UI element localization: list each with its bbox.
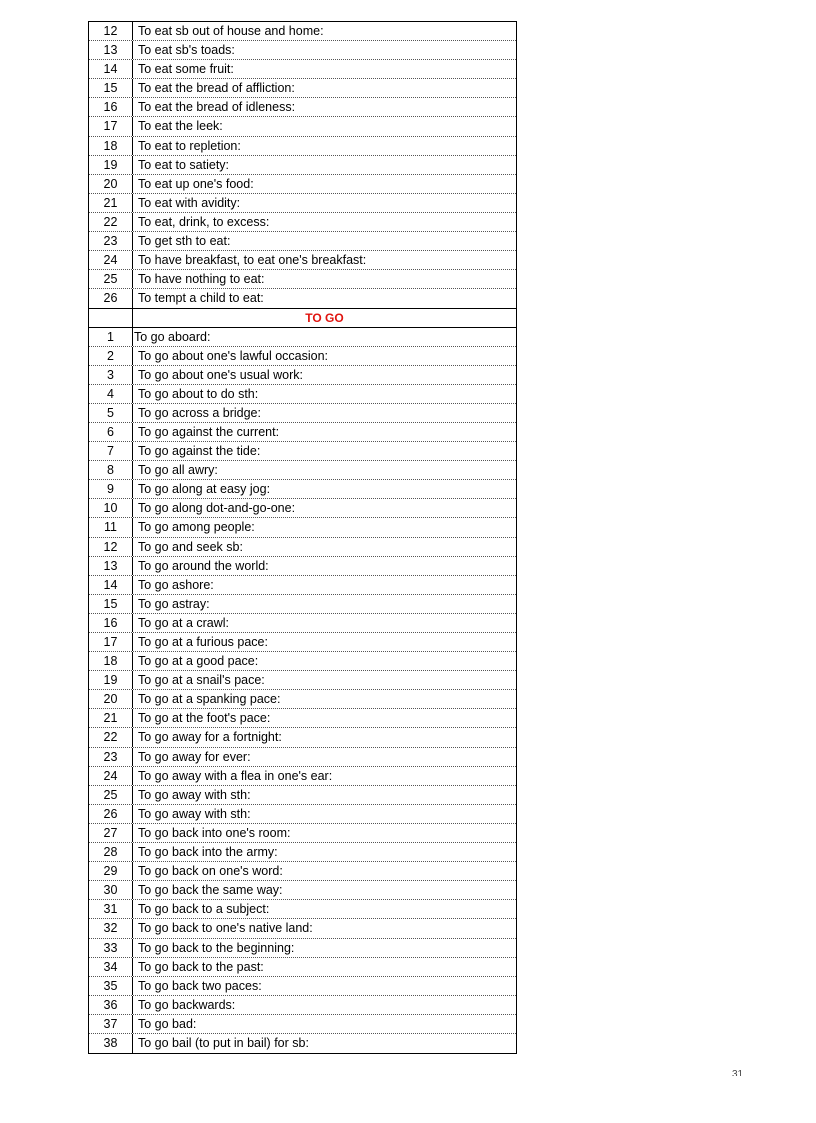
phrase-text: To have breakfast, to eat one's breakfast: — [138, 253, 367, 268]
row-number: 22 — [89, 213, 133, 231]
row-number: 36 — [89, 996, 133, 1014]
row-number: 23 — [89, 232, 133, 250]
table-row — [89, 805, 516, 824]
table-row — [89, 633, 516, 652]
phrase-text: To go at the foot's pace: — [138, 711, 271, 726]
phrase-table — [88, 21, 517, 1054]
row-number: 16 — [89, 614, 133, 632]
table-row — [89, 977, 516, 996]
table-row — [89, 117, 516, 136]
phrase-text: To go back to a subject: — [138, 902, 270, 917]
table-row — [89, 60, 516, 79]
row-number: 5 — [89, 404, 133, 422]
phrase-text: To go at a snail's pace: — [138, 673, 265, 688]
phrase-text: To go around the world: — [138, 558, 269, 573]
table-row — [89, 366, 516, 385]
row-number: 16 — [89, 98, 133, 116]
phrase-text: To go backwards: — [138, 997, 236, 1012]
phrase-text: To go among people: — [138, 520, 255, 535]
eat-phrases-list — [89, 22, 516, 308]
phrase-text: To go back to one's native land: — [138, 921, 313, 936]
row-number: 11 — [89, 518, 133, 536]
phrase-text: To go against the tide: — [138, 444, 261, 459]
row-number: 10 — [89, 499, 133, 517]
row-number: 12 — [89, 538, 133, 556]
phrase-text: To eat with avidity: — [138, 195, 241, 210]
phrase-text: To eat, drink, to excess: — [138, 214, 270, 229]
table-row — [89, 385, 516, 404]
row-number: 21 — [89, 194, 133, 212]
table-row — [89, 958, 516, 977]
row-number: 1 — [89, 328, 133, 346]
row-number: 19 — [89, 671, 133, 689]
phrase-text: To go about to do sth: — [138, 386, 259, 401]
phrase-text: To eat to repletion: — [138, 138, 241, 153]
table-row — [89, 270, 516, 289]
section-heading-title: TO GO — [305, 311, 344, 326]
row-number: 37 — [89, 1015, 133, 1033]
phrase-text: To go back to the beginning: — [138, 940, 295, 955]
phrase-text: To go along at easy jog: — [138, 482, 271, 497]
table-row — [89, 786, 516, 805]
phrase-text: To go back two paces: — [138, 978, 262, 993]
phrase-text: To go at a good pace: — [138, 654, 259, 669]
table-row — [89, 557, 516, 576]
table-row — [89, 900, 516, 919]
table-row — [89, 98, 516, 117]
table-row — [89, 728, 516, 747]
table-row — [89, 595, 516, 614]
row-number: 24 — [89, 767, 133, 785]
table-row — [89, 652, 516, 671]
table-row — [89, 442, 516, 461]
phrase-text: To have nothing to eat: — [138, 272, 265, 287]
row-number: 12 — [89, 22, 133, 40]
row-number: 19 — [89, 156, 133, 174]
row-number: 18 — [89, 137, 133, 155]
phrase-text: To go all awry: — [138, 463, 218, 478]
table-row — [89, 347, 516, 366]
phrase-text: To go bail (to put in bail) for sb: — [138, 1035, 309, 1050]
row-number: 27 — [89, 824, 133, 842]
table-row — [89, 289, 516, 308]
row-number: 38 — [89, 1034, 133, 1053]
phrase-text: To go back to the past: — [138, 959, 264, 974]
table-row — [89, 137, 516, 156]
table-row — [89, 79, 516, 98]
phrase-text: To go at a spanking pace: — [138, 692, 281, 707]
table-row — [89, 939, 516, 958]
table-row — [89, 996, 516, 1015]
table-row — [89, 862, 516, 881]
table-row — [89, 328, 516, 347]
row-number: 13 — [89, 557, 133, 575]
phrase-text: To go ashore: — [138, 577, 214, 592]
phrase-text: To go bad: — [138, 1016, 197, 1031]
row-number: 14 — [89, 60, 133, 78]
phrase-text: To go away with a flea in one's ear: — [138, 768, 333, 783]
phrase-text: To go away with sth: — [138, 806, 251, 821]
table-row — [89, 748, 516, 767]
phrase-text: To go about one's lawful occasion: — [138, 348, 329, 363]
row-number: 21 — [89, 709, 133, 727]
row-number: 20 — [89, 175, 133, 193]
phrase-text: To go aboard: — [134, 329, 211, 344]
table-row — [89, 690, 516, 709]
phrase-text: To go along dot-and-go-one: — [138, 501, 296, 516]
table-row — [89, 232, 516, 251]
row-number: 22 — [89, 728, 133, 746]
phrase-text: To go back into one's room: — [138, 825, 291, 840]
page-number: 31 — [732, 1070, 744, 1076]
table-row — [89, 881, 516, 900]
phrase-text: To go against the current: — [138, 424, 280, 439]
row-number: 14 — [89, 576, 133, 594]
row-number: 30 — [89, 881, 133, 899]
row-number: 8 — [89, 461, 133, 479]
table-row — [89, 1015, 516, 1034]
row-number: 7 — [89, 442, 133, 460]
phrase-text: To go away for a fortnight: — [138, 730, 282, 745]
phrase-text: To eat the bread of affliction: — [138, 81, 295, 96]
table-row — [89, 1034, 516, 1053]
table-row — [89, 41, 516, 60]
table-row — [89, 843, 516, 862]
row-number: 15 — [89, 79, 133, 97]
row-number: 32 — [89, 919, 133, 937]
phrase-text: To tempt a child to eat: — [138, 291, 264, 306]
table-row — [89, 709, 516, 728]
table-row — [89, 499, 516, 518]
row-number: 33 — [89, 939, 133, 957]
phrase-text: To eat the bread of idleness: — [138, 100, 296, 115]
table-row — [89, 614, 516, 633]
phrase-text: To eat up one's food: — [138, 176, 254, 191]
row-number: 18 — [89, 652, 133, 670]
table-row — [89, 251, 516, 270]
row-number: 25 — [89, 270, 133, 288]
table-row — [89, 156, 516, 175]
row-number: 17 — [89, 117, 133, 135]
section-heading-row — [89, 308, 516, 327]
phrase-text: To go at a crawl: — [138, 615, 230, 630]
section-heading-number-cell — [89, 309, 133, 326]
row-number: 6 — [89, 423, 133, 441]
row-number: 23 — [89, 748, 133, 766]
row-number: 2 — [89, 347, 133, 365]
row-number: 13 — [89, 41, 133, 59]
table-row — [89, 576, 516, 595]
table-row — [89, 538, 516, 557]
row-number: 24 — [89, 251, 133, 269]
phrase-text: To go away for ever: — [138, 749, 251, 764]
phrase-text: To go across a bridge: — [138, 405, 261, 420]
table-row — [89, 480, 516, 499]
row-number: 28 — [89, 843, 133, 861]
table-row — [89, 767, 516, 786]
table-row — [89, 671, 516, 690]
phrase-text: To go away with sth: — [138, 787, 251, 802]
phrase-text: To eat some fruit: — [138, 62, 234, 77]
row-number: 20 — [89, 690, 133, 708]
phrase-text: To go back the same way: — [138, 883, 283, 898]
phrase-text: To eat sb out of house and home: — [138, 24, 324, 38]
phrase-text: To go back on one's word: — [138, 864, 283, 879]
row-number: 3 — [89, 366, 133, 384]
row-number: 4 — [89, 385, 133, 403]
row-number: 25 — [89, 786, 133, 804]
table-row — [89, 518, 516, 537]
table-row — [89, 194, 516, 213]
phrase-text: To go and seek sb: — [138, 539, 243, 554]
row-number: 35 — [89, 977, 133, 995]
row-number: 26 — [89, 805, 133, 823]
phrase-text: To eat sb's toads: — [138, 43, 235, 58]
phrase-text: To eat the leek: — [138, 119, 223, 134]
phrase-text: To get sth to eat: — [138, 234, 231, 249]
row-number: 29 — [89, 862, 133, 880]
row-number: 17 — [89, 633, 133, 651]
table-row — [89, 22, 516, 41]
table-row — [89, 175, 516, 194]
table-row — [89, 423, 516, 442]
table-row — [89, 461, 516, 480]
go-phrases-list — [89, 328, 516, 1054]
table-row — [89, 213, 516, 232]
table-row — [89, 919, 516, 938]
row-number: 26 — [89, 289, 133, 308]
phrase-text: To go at a furious pace: — [138, 635, 268, 649]
phrase-text: To go back into the army: — [138, 845, 278, 860]
table-row — [89, 824, 516, 843]
phrase-text: To eat to satiety: — [138, 157, 230, 172]
table-row — [89, 404, 516, 423]
phrase-text: To go astray: — [138, 596, 210, 611]
row-number: 34 — [89, 958, 133, 976]
row-number: 15 — [89, 595, 133, 613]
phrase-text: To go about one's usual work: — [138, 367, 303, 382]
row-number: 31 — [89, 900, 133, 918]
row-number: 9 — [89, 480, 133, 498]
